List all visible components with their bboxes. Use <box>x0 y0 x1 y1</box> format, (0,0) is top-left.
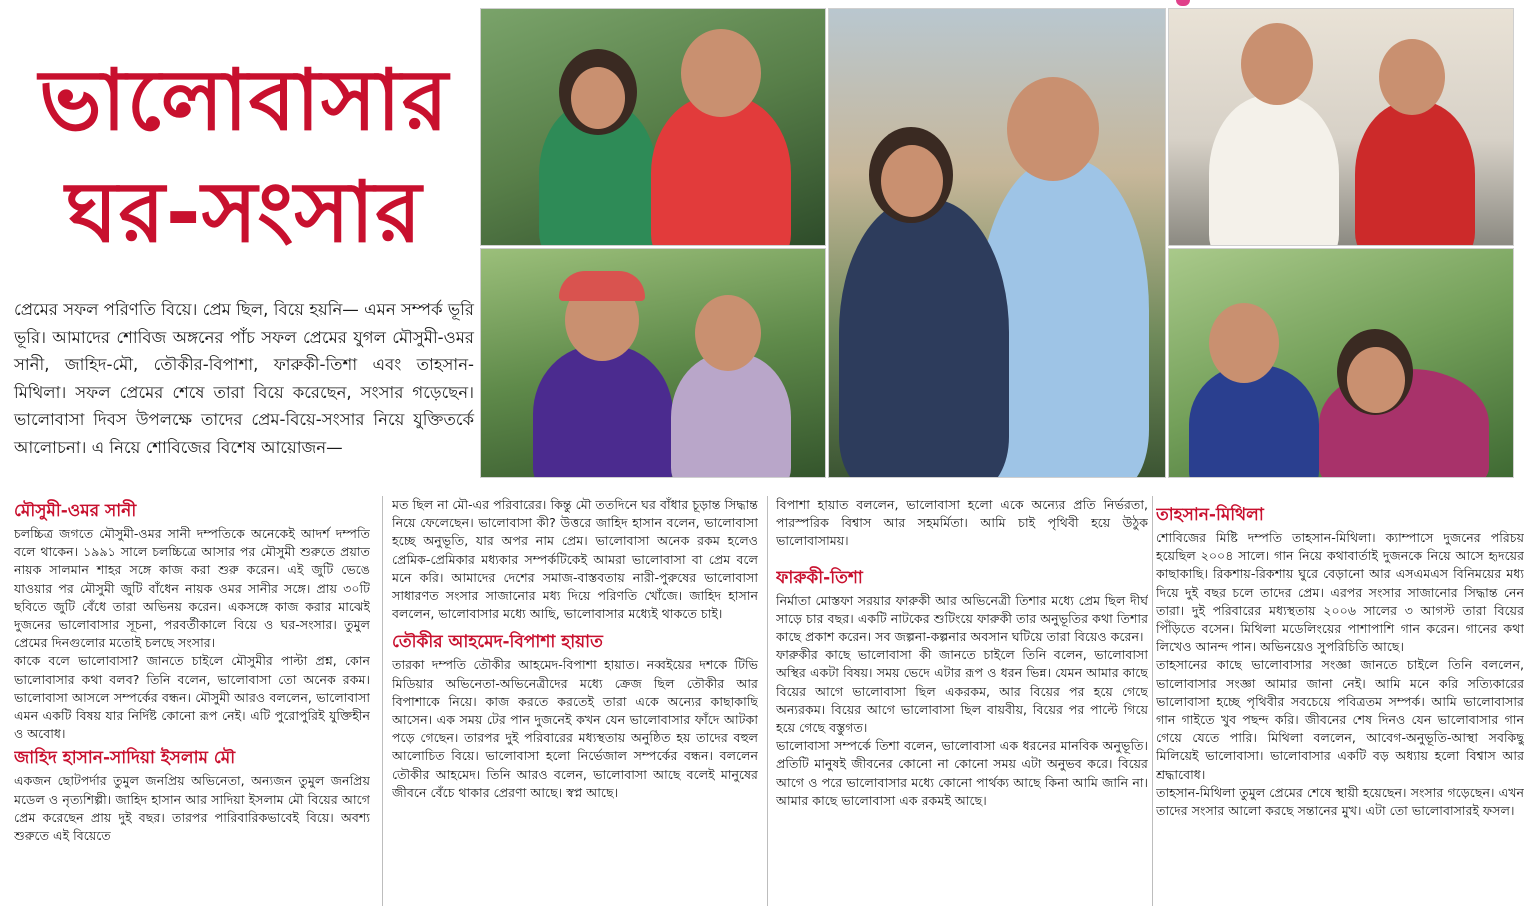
headline <box>14 44 474 268</box>
paragraph: তারকা দম্পতি তৌকীর আহমেদ-বিপাশা হায়াত। নব্বইয়ের দশকে টিভি মিডিয়ার অভিনেতা-অভিনেত্রীদের মধ্যে ক্রেজ ছিল তৌকীর আর বিপাশাকে নিয়ে। কাজ করতে করতেই তারা একে অন্যের কাছাকাছি আসেন। এক সময় টের পান দুজনেই কখন যেন ভালোবাসার ফাঁদে আটকা পড়ে গেছেন। তারপর দুই পরিবারের মধ্যস্থতায় অনুষ্ঠিত হয় তাদের বহুল আলোচিত বিয়ে। ভালোবাসা হলো নির্ভেজাল সম্পর্কের বন্ধন। বললেন তৌকীর আহমেদ। তিনি আরও বলেন, ভালোবাসা আছে বলেই মানুষের জীবনে বেঁচে থাকার প্রেরণা আছে। স্বপ্ন আছে। <box>392 657 758 800</box>
article-column-1 <box>14 496 370 908</box>
photo-zahid-mou <box>828 8 1166 478</box>
paragraph: কাকে বলে ভালোবাসা? জানতে চাইলে মৌসুমীর পাল্টা প্রশ্ন, কোন ভালোবাসার কথা বলব? তিনি বলেন, ভালোবাসা তো অনেক রকম। ভালোবাসা আসলে সম্পর্কের বন্ধন। মৌসুমী আরও বললেন, ভালোবাসা এমন একটি বিষয় যার নির্দিষ্ট কোনো রূপ নেই। এটি পুরোপুরিই যুক্তিহীন ও অবোধ। <box>14 653 370 742</box>
column-divider <box>382 496 383 906</box>
paragraph: ফারুকীর কাছে ভালোবাসা কী জানতে চাইলে তিনি বলেন, ভালোবাসা অস্থির একটা বিষয়। সময় ভেদে এটার রূপ ও ধরন ভিন্ন। যেমন আমার কাছে বিয়ের আগে ভালোবাসা ছিল একরকম, আর বিয়ের পর হয়ে গেছে অন্যরকম। বিয়ের আগে ভালোবাসা ছিল বায়বীয়, বিয়ের পর পাল্টে গিয়ে হয়ে গেছে বস্তুগত। <box>776 647 1148 736</box>
paragraph: মত ছিল না মৌ-এর পরিবারের। কিন্তু মৌ ততদিনে ঘর বাঁধার চূড়ান্ত সিদ্ধান্ত নিয়ে ফেলেছেন। ভালোবাসা কী? উত্তরে জাহিদ হাসান বলেন, ভালোবাসা হচ্ছে অনুভূতি, যার অপর নাম প্রেম। ভালোবাসা অনেক রকম হলেও প্রেমিক-প্রেমিকার মধ্যকার সম্পর্কটিকেই আমরা ভালোবাসা বা প্রেম বলে মনে করি। আমাদের দেশের সমাজ-বাস্তবতায় নারী-পুরুষের ভালোবাসা সাধারণত সংসার সাজানোর মধ্য দিয়ে পরিণতি খোঁজে। জাহিদ হাসান বললেন, ভালোবাসার মধ্যে আছি, ভালোবাসার মধ্যেই থাকতে চাই। <box>392 497 758 622</box>
paragraph: তাহসান-মিথিলা তুমুল প্রেমের শেষে স্থায়ী হয়েছেন। সংসার গড়েছেন। এখন তাদের সংসার আলো করছে সন্তানের মুখ। এটা তো ভালোবাসারই ফসল। <box>1156 784 1524 819</box>
article-column-3 <box>776 496 1148 908</box>
decorative-mark <box>1176 0 1190 6</box>
headline-line-1: ভালোবাসার <box>39 51 449 149</box>
paragraph: তাহসানের কাছে ভালোবাসার সংজ্ঞা জানতে চাইলে তিনি বললেন, ভালোবাসার সংজ্ঞা আমার জানা নেই। আমি মনে করি সত্যিকারের ভালোবাসা হচ্ছে পৃথিবীর সবচেয়ে পবিত্রতম সম্পর্ক। আমি ভালোবাসার গান গাইতে খুব পছন্দ করি। জীবনের শেষ দিনও যেন ভালোবাসার গান গেয়ে যেতে পারি। মিথিলা বললেন, আবেগ-অনুভূতি-আস্থা সবকিছু মিলিয়েই ভালোবাসা। ভালোবাসার একটি বড় অধ্যায় হলো বিশ্বাস আর শ্রদ্ধাবোধ। <box>1156 657 1524 782</box>
subhead-moushumi-omar: মৌসুমী-ওমর সানী <box>14 501 137 521</box>
paragraph: ভালোবাসা সম্পর্কে তিশা বলেন, ভালোবাসা এক ধরনের মানবিক অনুভূতি। প্রতিটি মানুষই জীবনের কোনো না কোনো সময় এটা অনুভব করে। বিয়ের আগে ও পরে ভালোবাসার মধ্যে কোনো পার্থক্য আছে কিনা আমি জানি না। আমার কাছে ভালোবাসা এক রকমই আছে। <box>776 738 1148 808</box>
photo-farooki-tisha <box>1168 8 1514 246</box>
subhead-zahid-mou: জাহিদ হাসান-সাদিয়া ইসলাম মৌ <box>14 748 236 769</box>
subhead-tauquir-bipasha: তৌকীর আহমেদ-বিপাশা হায়াত <box>392 632 603 653</box>
photo-tauquir-bipasha <box>480 248 826 478</box>
paragraph: চলচ্চিত্র জগতে মৌসুমী-ওমর সানী দম্পতিকে অনেকেই আদর্শ দম্পতি বলে থাকেন। ১৯৯১ সালে চলচ্চিত্রে আসার পর মৌসুমী শুরুতে প্রয়াত নায়ক সালমান শাহর সঙ্গে কাজ করা শুরু করেন। এই জুটি ভেঙে যাওয়ার পর মৌসুমী জুটি বাঁধেন নায়ক ওমর সানীর সঙ্গে। প্রায় ৩০টি ছবিতে জুটি বেঁধে তারা অভিনয় করেন। একসঙ্গে কাজ করার মাঝেই দুজনের ভালোবাসার সূচনা, পরবর্তীকালে বিয়ে ও ঘর-সংসার। তুমুল প্রেমের দিনগুলোর মতোই চলছে সংসার। <box>14 526 370 651</box>
subhead-tahsan-mithila: তাহসান-মিথিলা <box>1156 505 1264 525</box>
subhead-farooki-tisha: ফারুকী-তিশা <box>776 567 863 588</box>
photo-moushumi-omar-sunny <box>480 8 826 246</box>
article-column-4 <box>1156 496 1524 908</box>
paragraph: একজন ছোটপর্দার তুমুল জনপ্রিয় অভিনেতা, অন্যজন তুমুল জনপ্রিয় মডেল ও নৃত্যশিল্পী। জাহিদ হাসান আর সাদিয়া ইসলাম মৌ বিয়ের আগে প্রেম করেছেন প্রায় দুই বছর। তারপর পারিবারিকভাবেই বিয়ে। অবশ্য শুরুতে এই বিয়েতে <box>14 773 370 844</box>
paragraph: শোবিজের মিষ্টি দম্পতি তাহসান-মিথিলা। ক্যাম্পাসে দুজনের পরিচয় হয়েছিল ২০০৪ সালে। গান নিয়ে কথাবার্তাই দুজনকে নিয়ে আসে হৃদয়ের কাছাকাছি। রিকশায়-রিকশায় ঘুরে বেড়ানো আর এসএমএস বিনিময়ের মধ্য দিয়ে দুই বছর চলে তাদের প্রেম। এরপর সংসার সাজানোর সিদ্ধান্ত নেন তারা। দুই পরিবারের মধ্যস্থতায় ২০০৬ সালের ৩ আগস্ট তারা বিয়ের পিঁড়িতে বসেন। মিথিলা মডেলিংয়ের পাশাপাশি গান করেন। গানের কথা লিখেও আনন্দ পান। অভিনয়েও সুপরিচিতি আছে। <box>1156 530 1524 655</box>
column-divider <box>767 496 768 906</box>
photo-tahsan-mithila <box>1168 248 1514 478</box>
column-divider <box>1152 496 1153 906</box>
paragraph: নির্মাতা মোস্তফা সরয়ার ফারুকী আর অভিনেত্রী তিশার মধ্যে প্রেম ছিল দীর্ঘ সাড়ে চার বছর। একটি নাটকের শুটিংয়ে ফারুকী তার অনুভূতির কথা তিশার কাছে প্রকাশ করেন। সব জল্পনা-কল্পনার অবসান ঘটিয়ে তারা বিয়েও করেন। <box>776 592 1148 645</box>
headline-line-2: ঘর-সংসার <box>65 163 423 261</box>
article-column-2 <box>392 496 758 908</box>
intro-paragraph: প্রেমের সফল পরিণতি বিয়ে। প্রেম ছিল, বিয়ে হয়নি— এমন সম্পর্ক ভূরি ভূরি। আমাদের শোবিজ অঙ্গনের পাঁচ সফল প্রেমের যুগল মৌসুমী-ওমর সানী, জাহিদ-মৌ, তৌকীর-বিপাশা, ফারুকী-তিশা এবং তাহসান-মিথিলা। সফল প্রেমের শেষে তারা বিয়ে করেছেন, সংসার গড়েছেন। ভালোবাসা দিবস উপলক্ষে তাদের প্রেম-বিয়ে-সংসার নিয়ে যুক্তিতর্কে আলোচনা। এ নিয়ে শোবিজের বিশেষ আয়োজন— <box>14 300 474 457</box>
paragraph: বিপাশা হায়াত বললেন, ভালোবাসা হলো একে অন্যের প্রতি নির্ভরতা, পারস্পরিক বিশ্বাস আর সহমর্মিতা। আমি চাই পৃথিবী হয়ে উঠুক ভালোবাসাময়। <box>776 497 1148 549</box>
